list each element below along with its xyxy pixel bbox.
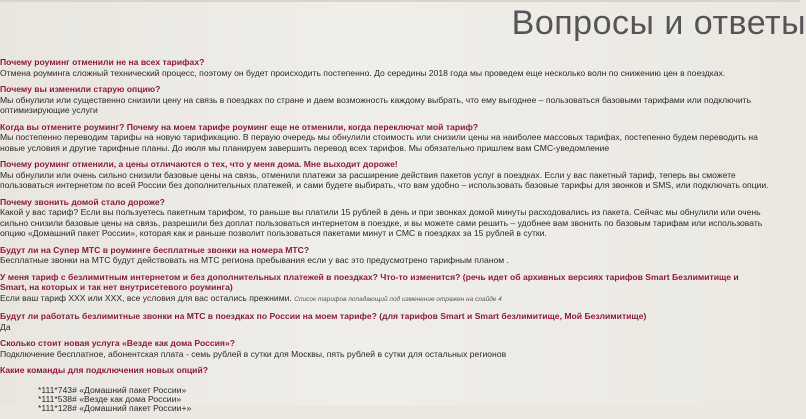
faq-answer — [0, 68, 800, 79]
page-title: Вопросы и ответы — [511, 4, 806, 42]
ussd-command: *111*538# «Везде как дома России» — [38, 393, 182, 404]
answer-line: Мы постепенно переводим тарифы на новую тарификацию. В первую очередь мы обнулили стоимость или снизили цены на наиболее массовых тарифах, постепенно будем переводить на — [0, 132, 758, 142]
answer-footnote: Список тарифов попадающий под изменение отражен на слайде 4 — [294, 295, 502, 303]
answer-line: опцию «Домашний пакет России», которая как и раньше позволит пользоваться пакетами минут и СМС в поездках за 15 рублей в сутки. — [0, 228, 547, 238]
faq-item — [0, 338, 800, 359]
faq-question: Сколько стоит новая услуга «Везде как дома Россия»? — [0, 338, 235, 348]
answer-line: Отмена роуминга сложный технический процесс, поэтому он будет происходить постепенно. До середины 2018 года мы проведем еще несколько волн по снижению цен в поездках. — [0, 67, 726, 78]
faq-question: Почему звонить домой стало дороже? — [0, 196, 165, 207]
faq-item — [0, 365, 800, 413]
ussd-command: *111*128# «Домашний пакет России+» — [38, 402, 192, 413]
faq-item — [0, 272, 800, 306]
faq-list — [0, 57, 800, 419]
ussd-command: *111*743# «Домашний пакет России» — [38, 384, 187, 395]
answer-line: Бесплатные звонки на МТС будут действовать на МТС региона пребывания если у вас это предусмотрено тарифным планом . — [0, 255, 509, 265]
faq-item — [0, 84, 800, 116]
faq-answer — [0, 349, 800, 360]
command-list — [0, 386, 800, 413]
faq-answer — [0, 207, 800, 239]
faq-answer — [0, 293, 800, 306]
page-edge — [0, 0, 800, 2]
faq-question: Почему вы изменили старую опцию? — [0, 84, 161, 94]
faq-question: У меня тариф с безлимитным интернетом и без дополнительных платежей в поездках? Что-то изменится? (речь идет об архивных версиях тарифов Smart Безлимитище и — [0, 271, 739, 282]
answer-line: Если ваш тариф XXX или XXX, все условия для вас остались прежними. — [0, 292, 292, 303]
faq-answer — [0, 132, 800, 153]
faq-answer — [0, 95, 800, 116]
answer-line: Мы обнулили или очень сильно снизили базовые цены на связь, отменили платежи за расширение действия пакетов услуг в поездках. Если у вас пакетный тариф, теперь вы сможете — [0, 169, 736, 180]
answer-line: Да — [0, 321, 11, 332]
faq-item — [0, 122, 800, 154]
faq-item — [0, 197, 800, 239]
answer-line: Подключение бесплатное, абонентская плата - семь рублей в сутки для Москвы, пять рублей в сутки для остальных регионов — [0, 348, 507, 359]
answer-line: сильно снизили базовые цены на связь, разрешили без доплат пользоваться интернетом в поездке, и вы можете сами решить – удобнее вам звонить по базовым тарифам или использовать — [0, 217, 763, 228]
faq-item — [0, 57, 800, 78]
answer-line: новые условия и другие тарифные планы. До июля мы планируем завершить перевод всех тарифов. Мы обязательно пришлем вам СМС-уведомление — [0, 142, 610, 153]
faq-question: Будут ли на Супер МТС в роуминге бесплатные звонки на номера МТС? — [0, 244, 310, 255]
faq-question-continued: Smart, на которых и так нет внутрисетевого роуминга) — [0, 282, 233, 292]
answer-line: Мы обнулили или существенно снизили цену на связь в поездках по стране и даем возможность каждому выбрать, что ему выгоднее – пользоваться базовыми тарифами или подключить — [0, 94, 752, 105]
faq-question: Когда вы отмените роуминг? Почему на моем тарифе роуминг еще не отменили, когда переключат мой тариф? — [0, 121, 479, 132]
faq-question: Почему роуминг отменили не на всех тарифах? — [0, 57, 205, 67]
faq-answer — [0, 322, 800, 333]
faq-item — [0, 159, 800, 191]
answer-line: оптимизирующие услуги — [0, 105, 98, 115]
faq-answer — [0, 170, 800, 191]
answer-line: пользоваться интернетом по всей России без дополнительных платежей, и сами будете выбирать, что вам удобно – использовать базовые тарифы для звонков и SMS, или подключать опции. — [0, 180, 769, 190]
faq-question: Почему роуминг отменили, а цены отличаются о тех, что у меня дома. Мне выходит дорожe! — [0, 159, 398, 169]
faq-item — [0, 245, 800, 266]
faq-question: Какие команды для подключения новых опций? — [0, 365, 208, 375]
answer-line: Какой у вас тариф? Если вы пользуетесь пакетным тарифом, то раньше вы платили 15 рублей в день и при звонках домой минуты расходовались из пакета. Сейчас мы обнулили или очень — [0, 207, 761, 217]
faq-answer — [0, 255, 800, 266]
faq-question: Будут ли работать безлимитные звонки на МТС в поездках по России на моем тарифе? (для тарифов Smart и Smart безлимитище, Мой Безлимитище) — [0, 311, 647, 321]
faq-item — [0, 311, 800, 332]
